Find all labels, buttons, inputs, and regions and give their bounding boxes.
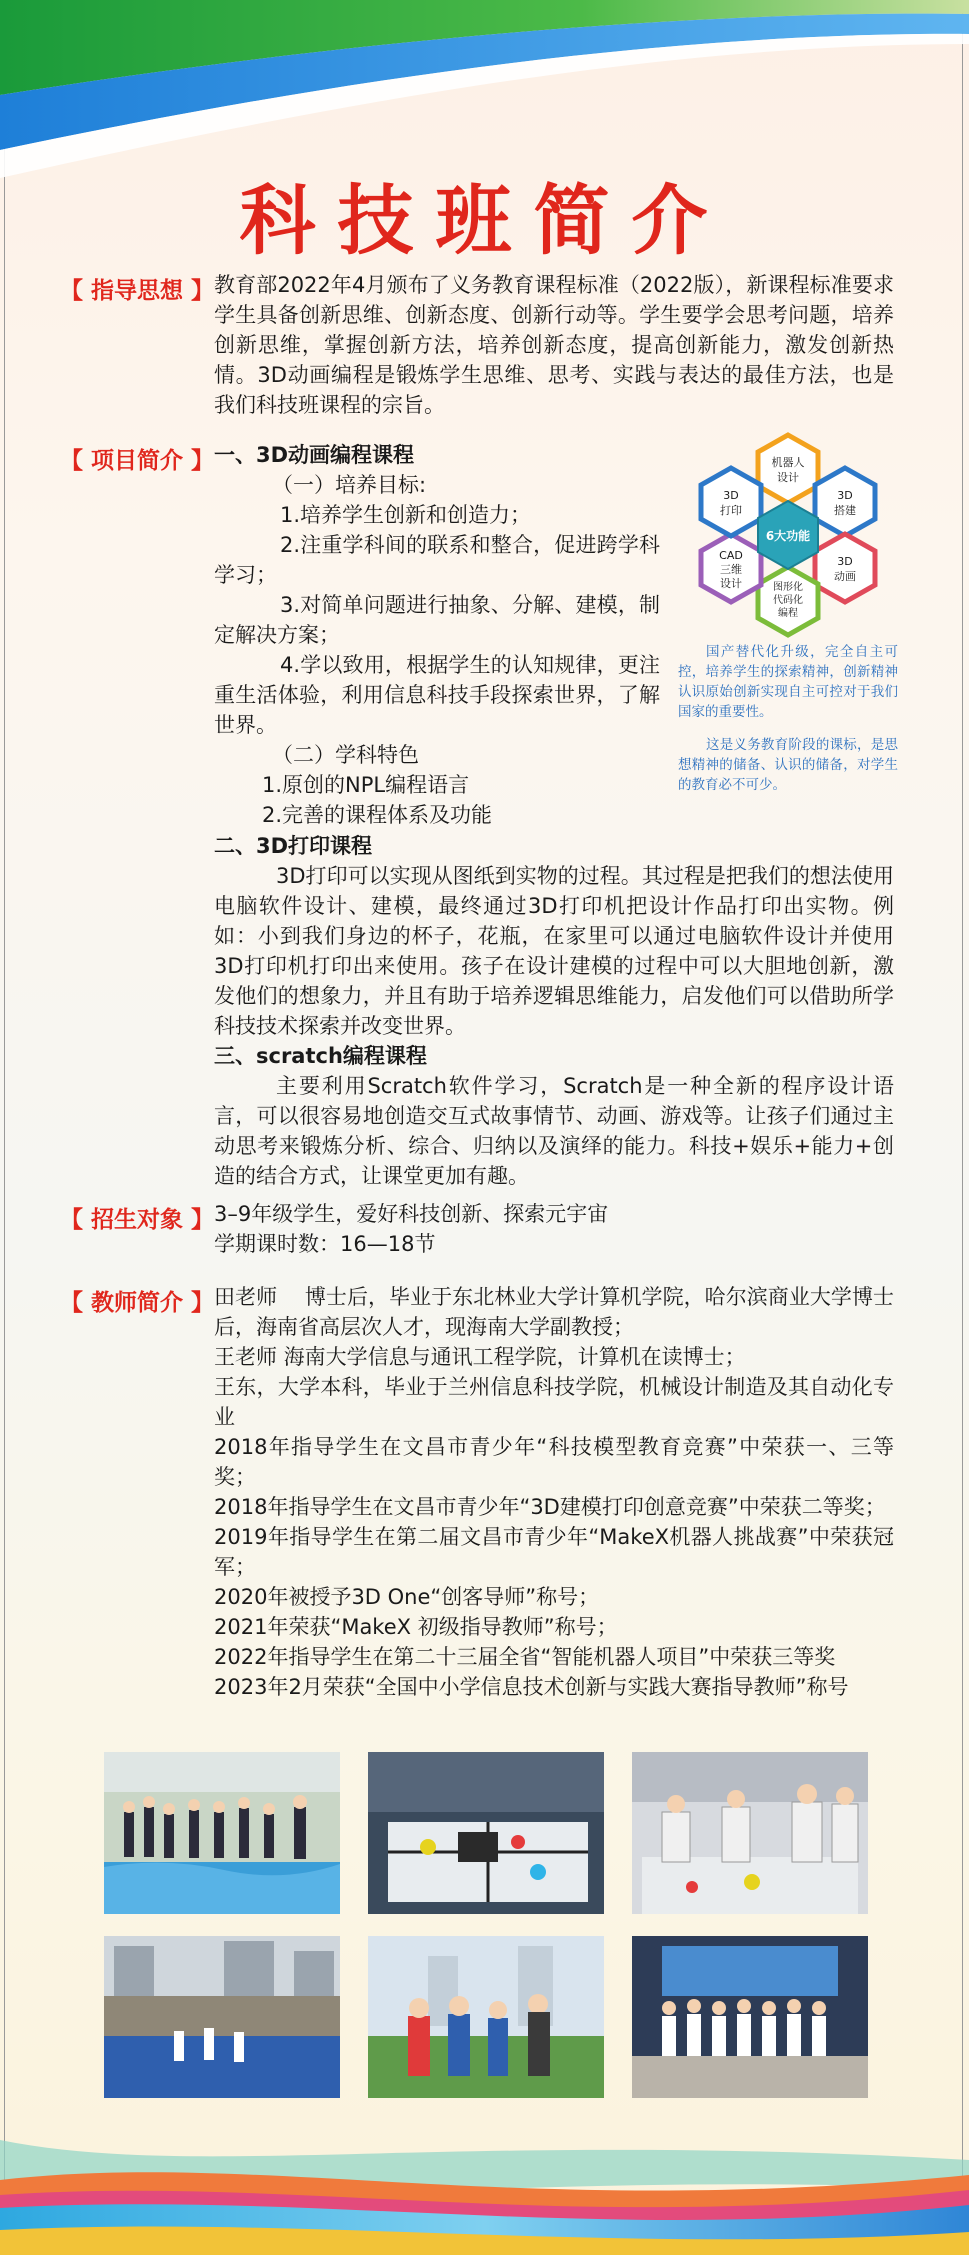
- enroll-line-2: 学期课时数：16—18节: [214, 1232, 436, 1256]
- section-label-teachers: 【 教师简介 】: [60, 1290, 215, 1316]
- teacher-item-4: 2018年指导学生在文昌市青少年“科技模型教育竞赛”中荣获一、三等奖；: [214, 1435, 894, 1489]
- course1-feature-2: 2.完善的课程体系及功能: [262, 803, 493, 827]
- hex-top: [758, 435, 818, 503]
- svg-text:6大功能: 6大功能: [765, 529, 811, 543]
- course2-paragraph: 3D打印可以实现从图纸到实物的过程。其过程是把我们的想法使用电脑软件设计、建模，最终通过3D打印机把设计作品打印出实物。例如：小到我们身边的杯子，花瓶，在家里可以通过电脑软件设计并使用3D打印机打印出来使用。孩子在设计建模的过程中可以大胆地创新，激发他们的想象力，并且有助于培养逻辑思维能力，启发他们可以借助所学科技技术探索并改变世界。: [214, 864, 894, 1038]
- hex-bottom-right: [815, 534, 875, 602]
- section-label-project: 【 项目简介 】: [60, 448, 215, 474]
- svg-text:图形化: 图形化: [773, 582, 803, 593]
- svg-text:代码化: 代码化: [773, 595, 803, 606]
- six-functions-hex-diagram: [688, 432, 888, 642]
- course2-heading: 二、3D打印课程: [214, 834, 373, 858]
- course3-heading: 三、scratch编程课程: [214, 1044, 427, 1068]
- hex-top-left: [701, 468, 761, 536]
- course1-heading: 一、3D动画编程课程: [214, 443, 415, 467]
- teacher-item-6: 2019年指导学生在第二届文昌市青少年“MakeX机器人挑战赛”中荣获冠军；: [214, 1525, 894, 1579]
- course1-goal-3: 3.对简单问题进行抽象、分解、建模，制定解决方案；: [214, 593, 660, 647]
- hex-center: [758, 501, 818, 569]
- photo-robot-performance: [104, 1936, 340, 2098]
- photo-students-robots-table: [632, 1752, 868, 1914]
- course1-goal-heading: （一）培养目标:: [272, 473, 427, 497]
- hex-bottom-left: [701, 534, 761, 602]
- enroll-block: [214, 1199, 894, 1259]
- svg-text:编程: 编程: [778, 608, 798, 619]
- hex-caption-2: 这是义务教育阶段的课标，是思想精神的储备、认识的储备，对学生的教育必不可少。: [678, 737, 898, 793]
- svg-text:3D: 3D: [837, 555, 853, 568]
- hex-caption-1: 国产替代化升级，完全自主可控，培养学生的探索精神，创新精神认识原始创新实现自主可控对于我们国家的重要性。: [678, 644, 898, 720]
- section-label-enroll: 【 招生对象 】: [60, 1207, 215, 1233]
- photo-group-stage: [632, 1936, 868, 2098]
- svg-text:三维: 三维: [720, 563, 742, 576]
- hex-bottom: [758, 567, 818, 635]
- guiding-text-block: [214, 270, 894, 420]
- photo-outdoor-water-rockets: [104, 1752, 340, 1914]
- course2-3-block: [214, 831, 894, 1191]
- course1-feature-heading: （二）学科特色: [272, 743, 419, 767]
- svg-text:搭建: 搭建: [834, 504, 856, 517]
- svg-text:动画: 动画: [834, 570, 856, 583]
- teachers-block: [214, 1282, 894, 1702]
- teacher-item-5: 2018年指导学生在文昌市青少年“3D建模打印创意竞赛”中荣获二等奖；: [214, 1495, 886, 1519]
- bottom-swoosh-decoration: [0, 2120, 969, 2255]
- teacher-item-9: 2022年指导学生在第二十三届全省“智能机器人项目”中荣获三等奖: [214, 1645, 836, 1669]
- enroll-line-1: 3–9年级学生，爱好科技创新、探索元宇宙: [214, 1202, 609, 1226]
- teacher-item-10: 2023年2月荣获“全国中小学信息技术创新与实践大赛指导教师”称号: [214, 1675, 849, 1699]
- section-label-guiding: 【 指导思想 】: [60, 278, 215, 304]
- teacher-item-2: 王老师 海南大学信息与通讯工程学院，计算机在读博士；: [214, 1345, 746, 1369]
- teacher-item-1: 田老师 博士后，毕业于东北林业大学计算机学院，哈尔滨商业大学博士后，海南省高层次人才，现海南大学副教授；: [214, 1285, 894, 1339]
- course1-block: [214, 440, 660, 830]
- teacher-item-7: 2020年被授予3D One“创客导师”称号；: [214, 1585, 600, 1609]
- guiding-paragraph: 教育部2022年4月颁布了义务教育课程标准（2022版），新课程标准要求学生具备创新思维、创新态度、创新行动等。学生要学会思考问题，培养创新思维，掌握创新方法，培养创新态度，提高创新能力，激发创新热情。3D动画编程是锻炼学生思维、思考、实践与表达的最佳方法，也是我们科技班课程的宗旨。: [214, 273, 894, 417]
- teacher-item-8: 2021年荣获“MakeX 初级指导教师”称号；: [214, 1615, 618, 1639]
- svg-text:3D: 3D: [837, 489, 853, 502]
- course1-feature-1: 1.原创的NPL编程语言: [262, 773, 470, 797]
- page-title: 科技班简介: [239, 176, 730, 265]
- hex-top-right: [815, 468, 875, 536]
- course1-goal-1: 1.培养学生创新和创造力；: [280, 503, 532, 527]
- svg-text:打印: 打印: [720, 504, 742, 517]
- teacher-item-3: 王东，大学本科，毕业于兰州信息科技学院，机械设计制造及其自动化专业: [214, 1375, 894, 1429]
- svg-text:机器人: 机器人: [771, 456, 805, 469]
- svg-text:CAD: CAD: [719, 549, 743, 562]
- svg-text:设计: 设计: [720, 577, 742, 590]
- course3-paragraph: 主要利用Scratch软件学习，Scratch是一种全新的程序设计语言，可以很容易地创造交互式故事情节、动画、游戏等。让孩子们通过主动思考来锻炼分析、综合、归纳以及演绎的能力。科技+娱乐+能力+创造的结合方式，让课堂更加有趣。: [214, 1074, 894, 1188]
- photo-students-award-outdoor: [368, 1936, 604, 2098]
- course1-goal-4: 4.学以致用，根据学生的认知规律，更注重生活体验，利用信息科技手段探索世界，了解世界。: [214, 653, 660, 737]
- svg-text:设计: 设计: [777, 471, 799, 484]
- course1-goal-2: 2.注重学科间的联系和整合，促进跨学科学习；: [214, 533, 660, 587]
- photo-robot-arena: [368, 1752, 604, 1914]
- svg-text:3D: 3D: [723, 489, 739, 502]
